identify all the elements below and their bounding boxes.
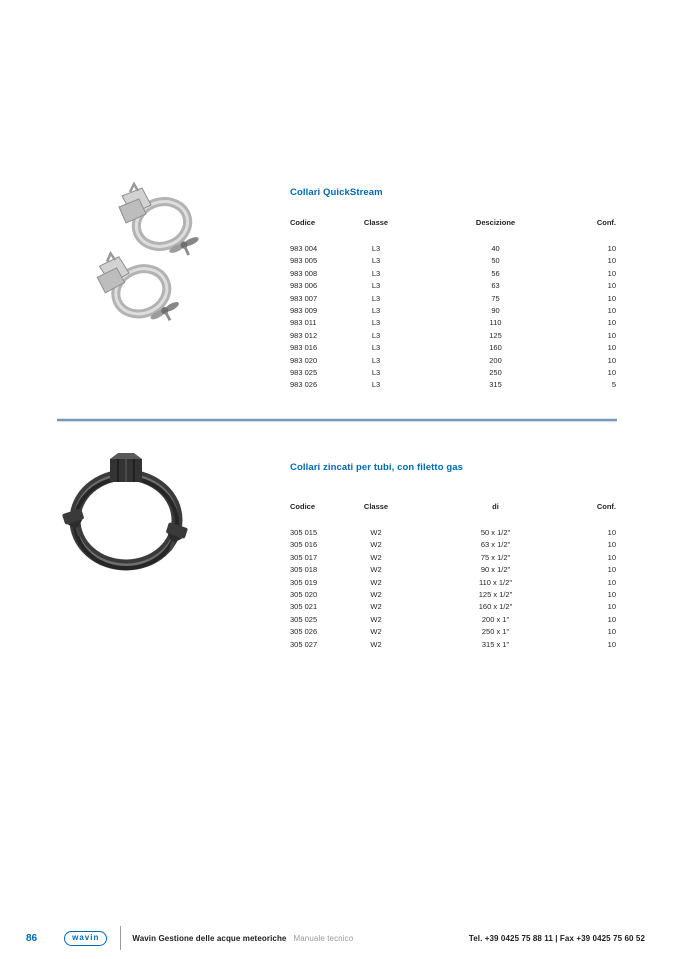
table-cell: 90 bbox=[491, 306, 500, 316]
table-cell: L3 bbox=[371, 293, 381, 303]
table-cell: 10 bbox=[607, 318, 616, 328]
table-cell: 305 027 bbox=[290, 639, 318, 649]
table-row bbox=[290, 577, 618, 589]
table-cell: 110 bbox=[489, 318, 502, 328]
footer-brand-title: Wavin Gestione delle acque meteoriche bbox=[132, 933, 287, 943]
table-cell: 305 020 bbox=[290, 590, 318, 600]
table-cell: W2 bbox=[370, 639, 382, 649]
table-cell: 10 bbox=[607, 639, 616, 649]
table-cell: 983 007 bbox=[290, 293, 318, 303]
table-cell: L3 bbox=[371, 380, 381, 390]
table-cell: 10 bbox=[607, 330, 616, 340]
table-cell: W2 bbox=[370, 590, 382, 600]
table-row bbox=[290, 626, 618, 638]
table-row bbox=[290, 539, 618, 551]
table-cell: W2 bbox=[370, 614, 382, 624]
table-cell: 56 bbox=[491, 268, 500, 278]
page-number: 86 bbox=[26, 932, 38, 944]
table-cell: 983 004 bbox=[290, 244, 318, 253]
table-cell: 250 bbox=[489, 368, 502, 378]
table-cell: 75 x 1/2" bbox=[480, 552, 511, 562]
column-header: Codice bbox=[290, 218, 316, 227]
table-cell: 110 x 1/2" bbox=[479, 577, 512, 587]
table-row bbox=[290, 342, 618, 354]
table-row bbox=[290, 552, 618, 564]
column-header: Classe bbox=[363, 218, 389, 227]
table-cell: 10 bbox=[607, 256, 616, 266]
table-cell: 160 x 1/2" bbox=[478, 602, 513, 612]
product-image-zinc-collar bbox=[53, 450, 199, 574]
table-header-row bbox=[290, 502, 618, 512]
table-cell: 983 009 bbox=[290, 306, 318, 316]
table-cell: 10 bbox=[607, 540, 616, 550]
table-cell: 5 bbox=[611, 380, 616, 390]
table-cell: W2 bbox=[370, 627, 382, 637]
table-cell: 250 x 1" bbox=[481, 627, 510, 637]
table-cell: 305 026 bbox=[290, 627, 318, 637]
table-cell: 305 021 bbox=[290, 602, 318, 612]
table-cell: L3 bbox=[371, 268, 381, 278]
table-cell: 10 bbox=[607, 590, 616, 600]
table-cell: W2 bbox=[370, 565, 382, 575]
product-table bbox=[290, 243, 618, 392]
table-cell: 983 025 bbox=[290, 368, 318, 378]
table-cell: 10 bbox=[607, 306, 616, 316]
table-cell: 200 bbox=[489, 355, 502, 365]
table-cell: W2 bbox=[370, 602, 382, 612]
table-cell: L3 bbox=[371, 330, 381, 340]
pipe-clamp-photo-icon bbox=[96, 180, 218, 325]
table-cell: L3 bbox=[371, 256, 381, 266]
table-cell: 10 bbox=[607, 281, 616, 291]
table-cell: 10 bbox=[607, 268, 616, 278]
column-header: Conf. bbox=[596, 502, 616, 511]
table-cell: 315 bbox=[489, 380, 502, 390]
table-row bbox=[290, 317, 618, 329]
table-cell: 983 005 bbox=[290, 256, 318, 266]
table-row bbox=[290, 243, 618, 255]
table-cell: W2 bbox=[370, 577, 382, 587]
table-cell: 10 bbox=[607, 293, 616, 303]
table-cell: 10 bbox=[607, 552, 616, 562]
table-row bbox=[290, 527, 618, 539]
table-cell: L3 bbox=[371, 244, 381, 253]
threaded-pipe-clamp-photo-icon bbox=[53, 450, 199, 574]
table-cell: 10 bbox=[607, 577, 616, 587]
table-cell: 63 x 1/2" bbox=[480, 540, 511, 550]
page-footer bbox=[0, 922, 678, 954]
table-cell: 305 025 bbox=[290, 614, 318, 624]
table-cell: 983 006 bbox=[290, 281, 318, 291]
section-quickstream bbox=[290, 186, 618, 392]
table-cell: 50 bbox=[491, 256, 500, 266]
section-zinc-collars bbox=[290, 461, 618, 651]
table-cell: 10 bbox=[607, 602, 616, 612]
table-cell: L3 bbox=[371, 306, 381, 316]
table-cell: 983 026 bbox=[290, 380, 318, 390]
footer-contact: Tel. +39 0425 75 88 11 | Fax +39 0425 75 60 52 bbox=[468, 933, 645, 943]
table-cell: 125 bbox=[489, 330, 502, 340]
table-row bbox=[290, 564, 618, 576]
table-cell: W2 bbox=[370, 540, 382, 550]
column-header: Classe bbox=[363, 502, 389, 511]
table-cell: 10 bbox=[607, 355, 616, 365]
product-table bbox=[290, 527, 618, 651]
table-cell: 10 bbox=[607, 244, 616, 253]
table-cell: 305 017 bbox=[290, 552, 318, 562]
table-cell: 160 bbox=[489, 343, 502, 353]
table-cell: 90 x 1/2" bbox=[480, 565, 511, 575]
table-cell: L3 bbox=[371, 368, 381, 378]
table-row bbox=[290, 268, 618, 280]
table-cell: 983 020 bbox=[290, 355, 318, 365]
table-cell: 63 bbox=[491, 281, 500, 291]
table-cell: 983 011 bbox=[290, 318, 317, 328]
table-cell: L3 bbox=[371, 318, 381, 328]
footer-subtitle: Manuale tecnico bbox=[293, 933, 354, 943]
section-title: Collari zincati per tubi, con filetto gas bbox=[290, 462, 464, 473]
table-cell: 315 x 1" bbox=[481, 639, 510, 649]
column-header: di bbox=[492, 502, 499, 511]
table-row bbox=[290, 280, 618, 292]
table-cell: 10 bbox=[607, 614, 616, 624]
table-cell: 305 018 bbox=[290, 565, 318, 575]
table-cell: 983 016 bbox=[290, 343, 318, 353]
table-row bbox=[290, 330, 618, 342]
table-row bbox=[290, 614, 618, 626]
table-cell: 10 bbox=[607, 368, 616, 378]
table-row bbox=[290, 355, 618, 367]
product-image-quickstream-collars bbox=[96, 180, 218, 325]
table-cell: 305 019 bbox=[290, 577, 318, 587]
table-cell: W2 bbox=[370, 552, 382, 562]
wavin-logo: wavin bbox=[64, 931, 107, 946]
table-cell: 50 x 1/2" bbox=[480, 528, 511, 537]
table-cell: W2 bbox=[370, 528, 382, 537]
table-cell: 305 015 bbox=[290, 528, 318, 537]
table-row bbox=[290, 639, 618, 651]
table-row bbox=[290, 367, 618, 379]
table-row bbox=[290, 589, 618, 601]
column-header: Descizione bbox=[475, 218, 516, 227]
section-title: Collari QuickStream bbox=[290, 187, 383, 198]
table-cell: L3 bbox=[371, 343, 381, 353]
table-cell: 305 016 bbox=[290, 540, 318, 550]
table-header-row bbox=[290, 218, 618, 228]
table-cell: 983 012 bbox=[290, 330, 318, 340]
table-cell: 10 bbox=[607, 528, 616, 537]
table-cell: 200 x 1" bbox=[481, 614, 510, 624]
table-cell: 10 bbox=[607, 627, 616, 637]
column-header: Conf. bbox=[596, 218, 616, 227]
table-row bbox=[290, 293, 618, 305]
table-cell: L3 bbox=[371, 355, 381, 365]
table-cell: 983 008 bbox=[290, 268, 318, 278]
table-cell: 125 x 1/2" bbox=[478, 590, 513, 600]
table-row bbox=[290, 601, 618, 613]
table-cell: 75 bbox=[491, 293, 500, 303]
footer-divider bbox=[120, 926, 121, 950]
table-cell: 40 bbox=[491, 244, 500, 253]
section-divider-rule bbox=[57, 419, 617, 421]
table-cell: 10 bbox=[607, 343, 616, 353]
table-cell: L3 bbox=[371, 281, 381, 291]
table-cell: 10 bbox=[607, 565, 616, 575]
column-header: Codice bbox=[290, 502, 316, 511]
table-row bbox=[290, 255, 618, 267]
table-row bbox=[290, 305, 618, 317]
table-row bbox=[290, 379, 618, 391]
